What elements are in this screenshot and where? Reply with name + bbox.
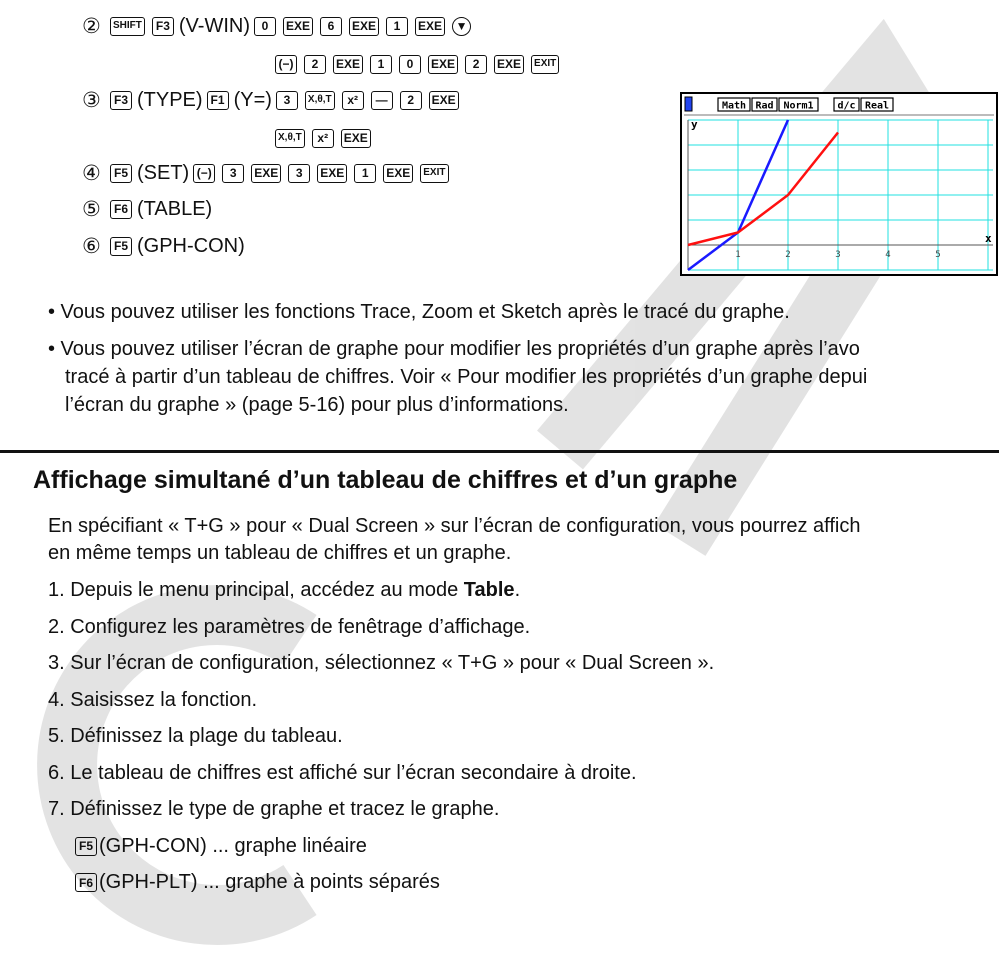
status-label: Real bbox=[864, 100, 890, 112]
x-tick-label: 1 bbox=[735, 250, 741, 260]
key-F3: F3 bbox=[152, 17, 174, 36]
key-F5: F5 bbox=[110, 164, 132, 183]
bullet-1: • Vous pouvez utiliser les fonctions Trace, Zoom et Sketch après le tracé du graphe. bbox=[48, 301, 790, 323]
key-2: 2 bbox=[304, 55, 326, 74]
step-text: (TYPE) bbox=[137, 88, 203, 111]
key-0: 0 bbox=[254, 17, 276, 36]
x-tick-label: 5 bbox=[935, 250, 941, 260]
key-symbol: (−) bbox=[193, 164, 215, 183]
x-tick-label: 3 bbox=[835, 250, 841, 260]
key-XT: X,θ,T bbox=[305, 91, 335, 110]
list-item bbox=[48, 616, 530, 639]
key-EXE: EXE bbox=[251, 164, 281, 183]
calculator-screen bbox=[680, 92, 998, 276]
key-x: x² bbox=[342, 91, 364, 110]
step-line bbox=[82, 87, 464, 113]
item-text: . bbox=[514, 579, 521, 601]
step-text: (GPH-CON) bbox=[137, 234, 245, 257]
key-F6: F6 bbox=[75, 873, 97, 892]
bullet-2-line-3: l’écran du graphe » (page 5-16) pour plus d’informations. bbox=[65, 394, 569, 416]
step-text: (SET) bbox=[137, 161, 190, 184]
status-label: d/c bbox=[837, 100, 856, 112]
intro-line-1: En spécifiant « T+G » pour « Dual Screen » sur l’écran de configuration, vous pourrez affich bbox=[48, 515, 861, 537]
x-tick-label: 4 bbox=[885, 250, 891, 260]
key-symbol: (−) bbox=[275, 55, 297, 74]
intro-line-2: en même temps un tableau de chiffres et un graphe. bbox=[48, 542, 512, 564]
step-text: (V-WIN) bbox=[178, 14, 250, 37]
list-item bbox=[48, 579, 520, 602]
status-label: Rad bbox=[755, 100, 774, 112]
bullet-2-line-2: tracé à partir d’un tableau de chiffres. Voir « Pour modifier les propriétés d’un graphe depui bbox=[65, 366, 868, 388]
key-EXE: EXE bbox=[383, 164, 413, 183]
item-text: 3. Sur l’écran de configuration, sélectionnez « T+G » pour « Dual Screen ». bbox=[48, 652, 715, 674]
mode-name: Table bbox=[463, 579, 515, 601]
list-item bbox=[48, 689, 257, 712]
item-text: 1. Depuis le menu principal, accédez au mode bbox=[48, 579, 464, 601]
key-EXIT: EXIT bbox=[531, 55, 559, 74]
step-line bbox=[82, 13, 476, 39]
section-heading: Affichage simultané d’un tableau de chiffres et d’un graphe bbox=[33, 466, 738, 494]
key-0: 0 bbox=[399, 55, 421, 74]
key-EXE: EXE bbox=[333, 55, 363, 74]
key-3: 3 bbox=[288, 164, 310, 183]
item-text: 4. Saisissez la fonction. bbox=[48, 688, 257, 711]
key-EXE: EXE bbox=[494, 55, 524, 74]
key-symbol: — bbox=[371, 91, 393, 110]
key-EXE: EXE bbox=[317, 164, 347, 183]
option-item bbox=[73, 870, 442, 896]
x-axis-label: x bbox=[985, 232, 992, 245]
key-F6: F6 bbox=[110, 200, 132, 219]
key-F5: F5 bbox=[110, 237, 132, 256]
battery-icon bbox=[685, 97, 692, 111]
status-label: Norm1 bbox=[783, 100, 814, 112]
key-2: 2 bbox=[465, 55, 487, 74]
step-number: ③ bbox=[82, 88, 101, 112]
key-EXIT: EXIT bbox=[420, 164, 448, 183]
key-EXE: EXE bbox=[428, 55, 458, 74]
key-1: 1 bbox=[386, 17, 408, 36]
key-1: 1 bbox=[370, 55, 392, 74]
list-item bbox=[48, 725, 343, 748]
list-item bbox=[48, 798, 499, 821]
step-line bbox=[82, 160, 454, 186]
step-number: ⑥ bbox=[82, 234, 101, 258]
key-F3: F3 bbox=[110, 91, 132, 110]
option-text: (GPH-PLT) ... graphe à points séparés bbox=[99, 871, 440, 893]
item-text: 2. Configurez les paramètres de fenêtrage d’affichage. bbox=[48, 615, 531, 638]
step-number: ⑤ bbox=[82, 197, 101, 221]
key-3: 3 bbox=[222, 164, 244, 183]
list-item bbox=[48, 652, 714, 675]
step-line bbox=[82, 233, 247, 259]
key-EXE: EXE bbox=[349, 17, 379, 36]
key-XT: X,θ,T bbox=[275, 129, 305, 148]
key-2: 2 bbox=[400, 91, 422, 110]
step-line bbox=[273, 51, 564, 77]
x-tick-label: 2 bbox=[785, 250, 791, 260]
bullet-2-line-1: • Vous pouvez utiliser l’écran de graphe pour modifier les propriétés d’un graphe après l’avo bbox=[48, 338, 860, 360]
item-text: 6. Le tableau de chiffres est affiché sur l’écran secondaire à droite. bbox=[48, 761, 637, 784]
key-EXE: EXE bbox=[415, 17, 445, 36]
list-item bbox=[48, 762, 637, 785]
option-item bbox=[73, 833, 369, 859]
item-text: 7. Définissez le type de graphe et tracez le graphe. bbox=[48, 798, 500, 820]
graph-screen bbox=[680, 92, 998, 276]
key-3: 3 bbox=[276, 91, 298, 110]
key-F1: F1 bbox=[207, 91, 229, 110]
step-number: ④ bbox=[82, 161, 101, 185]
step-text: (TABLE) bbox=[137, 197, 213, 220]
key-EXE: EXE bbox=[341, 129, 371, 148]
status-label: Math bbox=[721, 100, 747, 112]
item-text: 5. Définissez la plage du tableau. bbox=[48, 725, 343, 747]
key-1: 1 bbox=[354, 164, 376, 183]
key-EXE: EXE bbox=[429, 91, 459, 110]
step-number: ② bbox=[82, 14, 101, 38]
step-text: (Y=) bbox=[233, 88, 272, 111]
option-text: (GPH-CON) ... graphe linéaire bbox=[99, 834, 367, 857]
y-axis-label: y bbox=[691, 118, 698, 131]
key-SHIFT: SHIFT bbox=[110, 17, 145, 36]
key-6: 6 bbox=[320, 17, 342, 36]
section-divider bbox=[0, 450, 999, 453]
step-line bbox=[273, 125, 376, 151]
key-F5: F5 bbox=[75, 837, 97, 856]
key-symbol: ▼ bbox=[452, 17, 471, 36]
key-x: x² bbox=[312, 129, 334, 148]
key-EXE: EXE bbox=[283, 17, 313, 36]
step-line bbox=[82, 196, 214, 222]
